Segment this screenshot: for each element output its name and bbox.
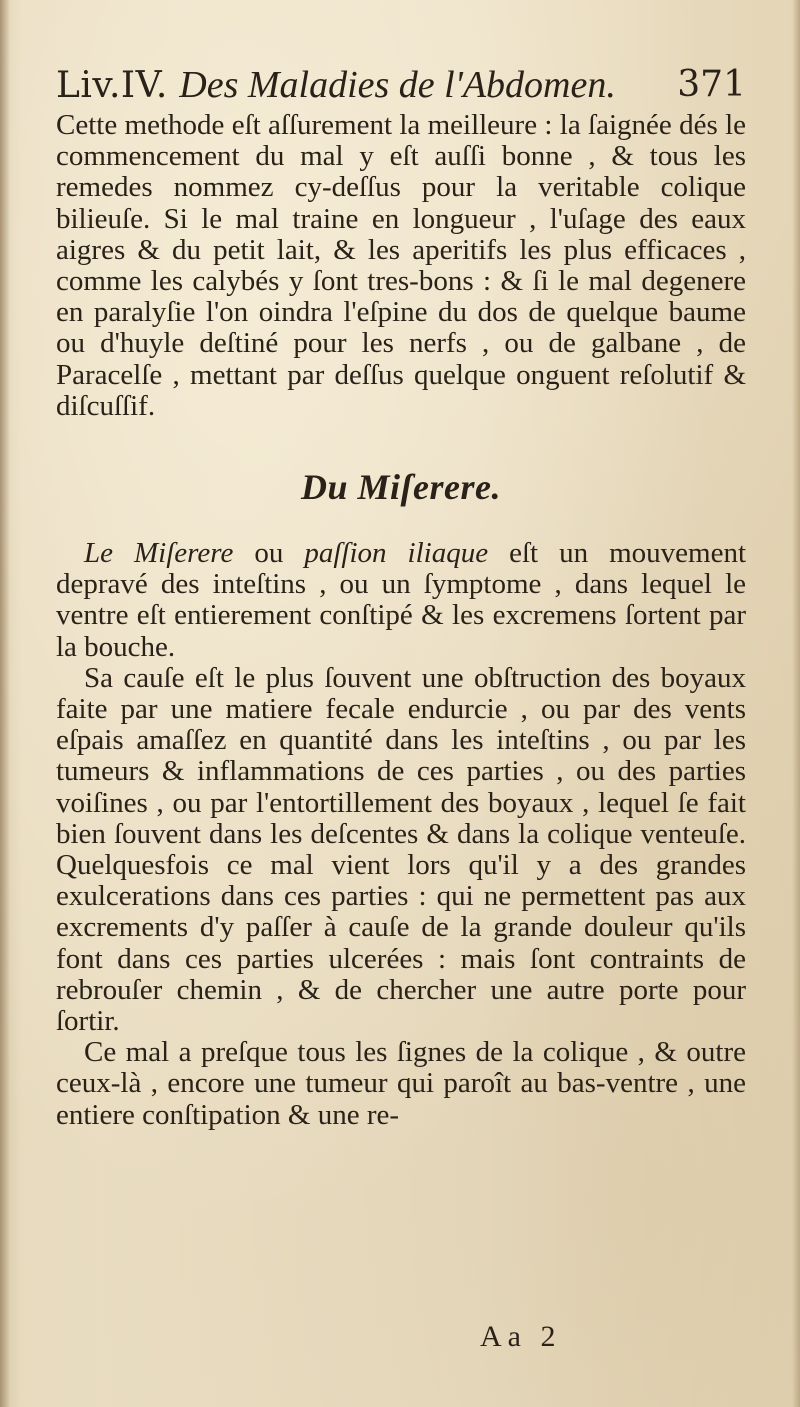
running-title: Des Maladies de l'Abdomen.: [179, 64, 616, 106]
connector-text: ou: [233, 537, 305, 570]
binding-shadow: [0, 0, 10, 1407]
paragraph-signs: Ce mal a preſque tous les ſignes de la colique , & outre ceux-là , encore une tumeur qui paroît au bas-ventre , une entiere conſtipation & une re-: [56, 1036, 746, 1131]
text-block: [56, 60, 746, 1131]
paragraph-definition: [56, 538, 746, 663]
term-miserere: Le Miſerere: [84, 537, 234, 570]
page-number: 371: [677, 64, 746, 105]
paragraph-1: Cette methode eſt aſſurement la meilleure : la ſaignée dés le commencement du mal y eſt auſſi bonne , & tous les remedes nommez cy-deſſus pour la veritable colique bilieuſe. Si le mal traine en longueur , l'uſage des eaux aigres & du petit lait, & les aperitifs les plus efficaces , comme les calybés y ſont tres-bons : & ſi le mal degenere en paralyſie l'on oindra l'eſpine du dos de quelque baume ou d'huyle deſtiné pour les nerfs , ou de galbane , de Paracelſe , mettant par deſſus quelque onguent reſolutif & diſcuſſif.: [56, 109, 746, 422]
book-number: Liv.IV.: [56, 65, 168, 106]
term-passion-iliaque: paſſion iliaque: [304, 537, 489, 570]
running-head: [56, 60, 746, 110]
page-edge-shadow: [792, 0, 800, 1407]
definition-text: eſt un mouvement depravé des inteſtins , ou un ſymptome , dans lequel le ventre eſt entierement conſtipé & les excremens ſortent par la bouche.: [56, 537, 747, 663]
paragraph-causes: Sa cauſe eſt le plus ſouvent une obſtruction des boyaux faite par une matiere fecale endurcie , ou par des vents eſpais amaſſez en quantité dans les inteſtins , ou par les tumeurs & inflammations de ces parties , ou des parties voiſines , ou par l'entortillement des boyaux , lequel ſe fait bien ſouvent dans les deſcentes & dans la colique venteuſe. Quelquesfois ce mal vient lors qu'il y a des grandes exulcerations dans ces parties : qui ne permettent pas aux excrements d'y paſſer à cauſe de la grande douleur qu'ils font dans ces parties ulcerées : mais ſont contraints de rebrouſer chemin , & de chercher une autre porte pour ſortir.: [56, 661, 746, 1038]
section-heading: Du Miſerere.: [301, 467, 501, 508]
signature-mark: Aa 2: [480, 1320, 562, 1353]
